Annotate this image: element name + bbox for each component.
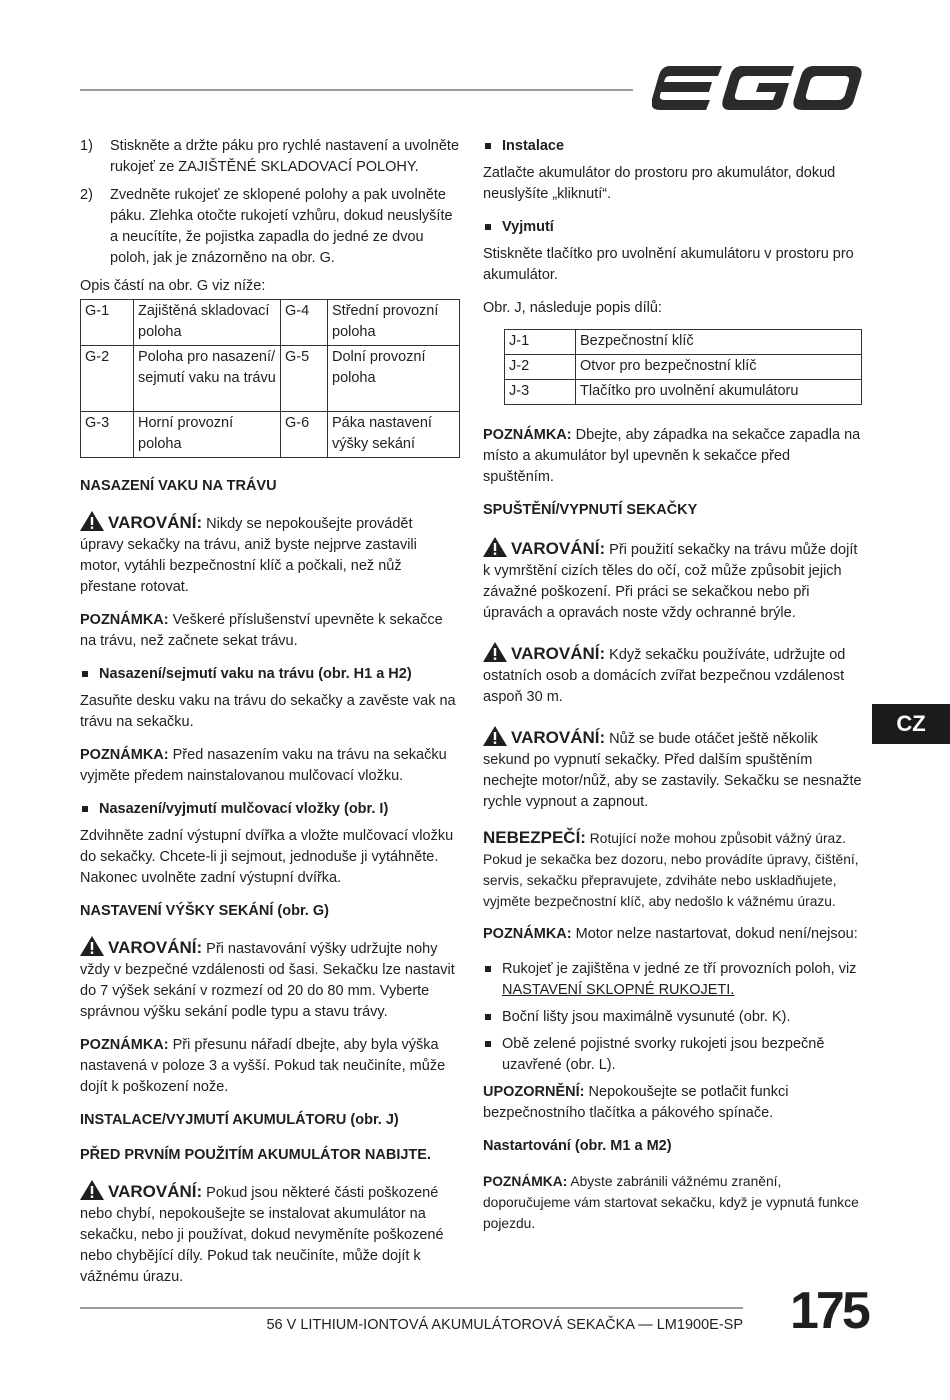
footer-title: 56 V LITHIUM-IONTOVÁ AKUMULÁTOROVÁ SEKAČKA — LM1900E-SP	[266, 1317, 743, 1333]
warning-icon	[483, 537, 507, 557]
caution-paragraph	[483, 1082, 863, 1124]
bullet-label: Nasazení/sejmutí vaku na trávu (obr. H1 a H2)	[99, 666, 412, 682]
table-cell: Páka nastavení výšky sekání	[328, 412, 460, 458]
bullet-heading	[80, 799, 460, 820]
step-item	[80, 136, 460, 178]
left-column	[80, 136, 460, 1300]
table-row	[505, 380, 862, 405]
warning-paragraph	[80, 936, 460, 1023]
warning-icon	[80, 936, 104, 956]
table-g-intro: Opis částí na obr. G viz níže:	[80, 278, 266, 294]
heading-grass-bag: NASAZENÍ VAKU NA TRÁVU	[80, 478, 277, 494]
note-text: Před nasazením vaku na trávu na sekačku vyjměte předem nainstalovanou mulčovací vložku.	[80, 747, 447, 784]
table-cell: Bezpečnostní klíč	[576, 330, 862, 355]
heading-cutting-height: NASTAVENÍ VÝŠKY SEKÁNÍ (obr. G)	[80, 903, 329, 919]
note-paragraph	[80, 745, 460, 787]
table-row	[505, 330, 862, 355]
note-label: POZNÁMKA:	[80, 747, 169, 763]
warning-text: Nůž se bude otáčet ještě několik sekund po vypnutí sekačky. Před dalším spuštěním nechejte motor/nůž, aby se zastavily. Sekačku se nesnažte rychle vypnout a zapnout.	[483, 731, 862, 810]
table-row	[81, 300, 460, 346]
body-paragraph: Stiskněte tlačítko pro uvolnění akumulátoru v prostoru pro akumulátor.	[483, 246, 854, 283]
page-number: 175	[790, 1282, 868, 1340]
bullet-label: Instalace	[502, 138, 565, 154]
table-cell: G-4	[281, 300, 328, 346]
warning-paragraph	[483, 726, 863, 813]
bullet-label: Vyjmutí	[502, 219, 554, 235]
bullet-heading	[483, 217, 863, 238]
danger-label: NEBEZPEČÍ:	[483, 828, 586, 847]
bullet-square-icon	[483, 1007, 502, 1028]
table-cell: Zajištěná skladovací poloha	[134, 300, 281, 346]
table-cell: G-5	[281, 346, 328, 412]
step-number: 2)	[80, 187, 93, 203]
bullet-heading	[80, 664, 460, 685]
ego-logo	[652, 66, 862, 112]
table-cell: Horní provozní poloha	[134, 412, 281, 458]
caution-label: UPOZORNĚNÍ:	[483, 1084, 585, 1100]
table-cell: Otvor pro bezpečnostní klíč	[576, 355, 862, 380]
bullet-square-icon	[483, 959, 502, 1001]
condition-text: Rukojeť je zajištěna v jedné ze tří provozních poloh, viz	[502, 961, 857, 977]
cross-reference-link[interactable]: NASTAVENÍ SKLOPNÉ RUKOJETI.	[502, 982, 735, 998]
bullet-label: Nasazení/vyjmutí mulčovací vložky (obr. I)	[99, 801, 389, 817]
warning-text: Při použití sekačky na trávu může dojít k vymrštění cizích těles do očí, což může způsobit jejich závažné poškození. Při práci se sekačkou nebo při úpravách a opravách noste vždy ochranné brýle.	[483, 542, 858, 621]
warning-text: Při nastavování výšky udržujte nohy vždy v bezpečné vzdálenosti od šasi. Sekačku lze nastavit do 7 výšek sekání v rozmezí od 20 do 80 mm. Vyberte správnou výšku sekání podle typu a stavu trávy.	[80, 941, 455, 1020]
condition-item	[483, 1007, 863, 1028]
note-label: POZNÁMKA:	[80, 1037, 169, 1053]
table-cell: Dolní provozní poloha	[328, 346, 460, 412]
note-text: Veškeré příslušenství upevněte k sekačce na trávu, než začnete sekat trávu.	[80, 612, 443, 649]
note-paragraph	[80, 610, 460, 652]
body-paragraph: Zasuňte desku vaku na trávu do sekačky a zavěste vak na trávu na sekačku.	[80, 693, 456, 730]
bullet-square-icon	[483, 217, 502, 238]
footer-rule	[80, 1307, 743, 1309]
table-cell: G-2	[81, 346, 134, 412]
note-text: Motor nelze nastartovat, dokud není/nejsou:	[571, 926, 858, 942]
step-number: 1)	[80, 138, 93, 154]
heading-starting: Nastartování (obr. M1 a M2)	[483, 1138, 672, 1154]
warning-icon	[80, 511, 104, 531]
heading-start-stop: SPUŠTĚNÍ/VYPNUTÍ SEKAČKY	[483, 502, 698, 518]
table-cell: G-1	[81, 300, 134, 346]
step-text: Zvedněte rukojeť ze sklopené polohy a pak uvolněte páku. Zlehka otočte rukojetí vzhůru, dokud neuslyšíte a neucítíte, že pojistka zapadla do jedné ze dvou poloh, jak je znázorněno na obr. G.	[110, 187, 453, 266]
table-row	[81, 412, 460, 458]
note-label: POZNÁMKA:	[483, 1174, 568, 1189]
table-cell: J-3	[505, 380, 576, 405]
table-cell: J-2	[505, 355, 576, 380]
table-cell: Střední provozní poloha	[328, 300, 460, 346]
table-row	[505, 355, 862, 380]
warning-text: Nikdy se nepokoušejte provádět úpravy sekačky na trávu, aniž byste nejprve zastavili motor, vytáhli bezpečnostní klíč a počkali, než nůž přestane rotovat.	[80, 516, 417, 595]
note-label: POZNÁMKA:	[483, 926, 572, 942]
warning-label: VAROVÁNÍ:	[511, 539, 606, 558]
warning-paragraph	[80, 1180, 460, 1288]
body-paragraph: Zatlačte akumulátor do prostoru pro akumulátor, dokud neuslyšíte „kliknutí“.	[483, 165, 836, 202]
warning-icon	[483, 642, 507, 662]
bullet-square-icon	[483, 1034, 502, 1076]
table-cell: J-1	[505, 330, 576, 355]
bullet-square-icon	[80, 664, 99, 685]
table-cell: Poloha pro nasazení/ sejmutí vaku na trávu	[134, 346, 281, 412]
warning-label: VAROVÁNÍ:	[108, 938, 203, 957]
bullet-square-icon	[483, 136, 502, 157]
warning-icon	[80, 1180, 104, 1200]
step-text: Stiskněte a držte páku pro rychlé nastavení a uvolněte rukojeť ze ZAJIŠTĚNÉ SKLADOVACÍ POLOHY.	[110, 138, 460, 175]
table-j-intro: Obr. J, následuje popis dílů:	[483, 300, 662, 316]
warning-label: VAROVÁNÍ:	[108, 513, 203, 532]
note-paragraph	[483, 1171, 863, 1234]
warning-paragraph	[483, 642, 863, 708]
warning-text: Pokud jsou některé části poškozené nebo chybí, nepokoušejte se instalovat akumulátor na sekačku, nebo ji používat, dokud nevyměníte poškozené nebo chybějící díly. Pokud tak neučiníte, může dojít k vážnému úrazu.	[80, 1185, 444, 1285]
heading-battery: INSTALACE/VYJMUTÍ AKUMULÁTORU (obr. J)	[80, 1112, 399, 1128]
warning-icon	[483, 726, 507, 746]
language-tab: CZ	[872, 704, 950, 744]
table-j	[504, 329, 862, 405]
body-paragraph: Zdvihněte zadní výstupní dvířka a vložte mulčovací vložku do sekačky. Chcete-li ji sejmout, jednoduše ji vytáhněte. Nakonec uvolněte zadní výstupní dvířka.	[80, 828, 454, 886]
danger-paragraph	[483, 827, 863, 912]
condition-text: Obě zelené pojistné svorky rukojeti jsou bezpečně uzavřené (obr. L).	[502, 1036, 825, 1073]
table-cell: G-3	[81, 412, 134, 458]
table-cell: G-6	[281, 412, 328, 458]
steps-list	[80, 136, 460, 269]
note-text: Dbejte, aby západka na sekačce zapadla na místo a akumulátor byl upevněn k sekačce před spuštěním.	[483, 427, 861, 485]
warning-paragraph	[80, 511, 460, 598]
note-label: POZNÁMKA:	[80, 612, 169, 628]
note-label: POZNÁMKA:	[483, 427, 572, 443]
step-item	[80, 185, 460, 269]
note-text: Při přesunu nářadí dbejte, aby byla výška nastavená v poloze 3 a vyšší. Pokud tak neučiníte, může dojít k poškození nože.	[80, 1037, 446, 1095]
heading-charge: PŘED PRVNÍM POUŽITÍM AKUMULÁTOR NABIJTE.	[80, 1147, 431, 1163]
danger-text: Rotující nože mohou způsobit vážný úraz. Pokud je sekačka bez dozoru, nebo provádíte úpravy, čištění, servis, sekačku přepravujete, zdviháte nebo uskladňujete, vyjměte bezpečnostní klíč, aby nedošlo k vážnému úrazu.	[483, 831, 859, 909]
warning-label: VAROVÁNÍ:	[108, 1182, 203, 1201]
table-row	[81, 346, 460, 412]
note-text: Abyste zabránili vážnému zranění, doporučujeme vám startovat sekačku, když je vypnutá funkce pojezdu.	[483, 1174, 859, 1231]
right-column	[483, 136, 863, 1246]
warning-label: VAROVÁNÍ:	[511, 644, 606, 663]
note-paragraph	[80, 1035, 460, 1098]
condition-item	[483, 959, 863, 1001]
condition-item	[483, 1034, 863, 1076]
caution-text: Nepokoušejte se potlačit funkci bezpečnostního tlačítka a pákového spínače.	[483, 1084, 789, 1121]
header-rule	[80, 89, 633, 91]
note-paragraph	[483, 924, 863, 945]
table-cell: Tlačítko pro uvolnění akumulátoru	[576, 380, 862, 405]
condition-text: Boční lišty jsou maximálně vysunuté (obr. K).	[502, 1009, 791, 1025]
warning-label: VAROVÁNÍ:	[511, 728, 606, 747]
bullet-heading	[483, 136, 863, 157]
note-paragraph	[483, 425, 863, 488]
warning-paragraph	[483, 537, 863, 624]
warning-text: Když sekačku používáte, udržujte od ostatních osob a domácích zvířat bezpečnou vzdálenost aspoň 30 m.	[483, 647, 846, 705]
bullet-square-icon	[80, 799, 99, 820]
table-g	[80, 299, 460, 458]
